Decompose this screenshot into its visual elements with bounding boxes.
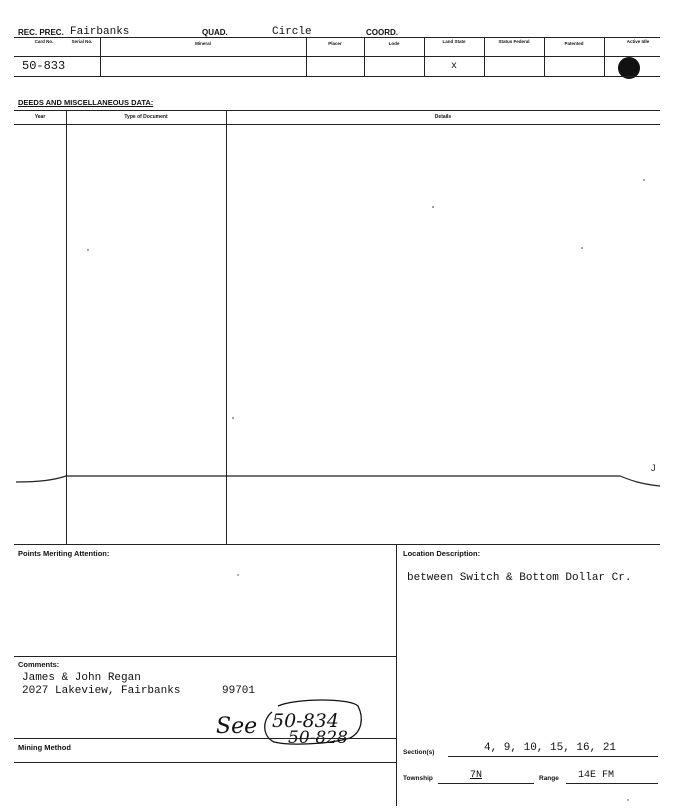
location-label: Location Description:	[403, 549, 481, 558]
col-type-of-document: Type of Document	[124, 114, 168, 120]
quad-value: Circle	[272, 26, 312, 38]
handwritten-ref-1: 50-834	[272, 710, 339, 732]
card-no-value: 50-833	[22, 59, 66, 73]
comments-zip: 99701	[222, 685, 256, 697]
svg-text:J: J	[651, 463, 656, 473]
township-line	[438, 783, 534, 784]
sections-value: 4, 9, 10, 15, 16, 21	[484, 742, 617, 754]
range-value: 14E FM	[578, 770, 615, 781]
mining-method-label: Mining Method	[18, 743, 71, 752]
comments-label: Comments:	[18, 660, 60, 669]
sections-label: Section(s)	[403, 749, 435, 756]
township-value: 7N	[470, 770, 483, 781]
deeds-section-title: DEEDS AND MISCELLANEOUS DATA:	[18, 98, 154, 107]
col-status-federal: Status Federal	[498, 39, 530, 44]
range-line	[566, 783, 658, 784]
rec-prec-label: REC. PREC.	[18, 28, 64, 37]
comments-bottom-line	[14, 738, 396, 739]
handwritten-ref-2: 50-828	[288, 728, 348, 748]
col-serial-no: Serial No.	[71, 39, 93, 44]
quad-label: QUAD.	[202, 28, 228, 37]
land-state-mark: x	[451, 61, 458, 72]
col-details: Details	[434, 114, 452, 120]
rec-prec-value: Fairbanks	[70, 26, 130, 38]
points-label: Points Meriting Attention:	[18, 549, 110, 558]
col-land-state: Land State	[442, 39, 466, 44]
col-patented: Patented	[564, 41, 584, 46]
location-text: between Switch & Bottom Dollar Cr.	[407, 572, 632, 584]
col-active-idle: Active Idle	[626, 39, 650, 44]
range-label: Range	[539, 775, 559, 782]
comments-line1: James & John Regan	[22, 672, 141, 684]
coord-label: COORD.	[366, 28, 398, 37]
mining-method-line	[14, 762, 396, 763]
col-lode: Lode	[388, 41, 400, 46]
handwritten-see: See	[216, 714, 258, 739]
col-placer: Placer	[328, 41, 342, 46]
comments-line2: 2027 Lakeview, Fairbanks	[22, 685, 181, 697]
col-year: Year	[34, 114, 46, 120]
col-card-no: Card No.	[34, 39, 54, 44]
col-mineral: Mineral	[195, 41, 211, 46]
township-label: Township	[403, 775, 433, 782]
sections-line	[448, 756, 658, 757]
